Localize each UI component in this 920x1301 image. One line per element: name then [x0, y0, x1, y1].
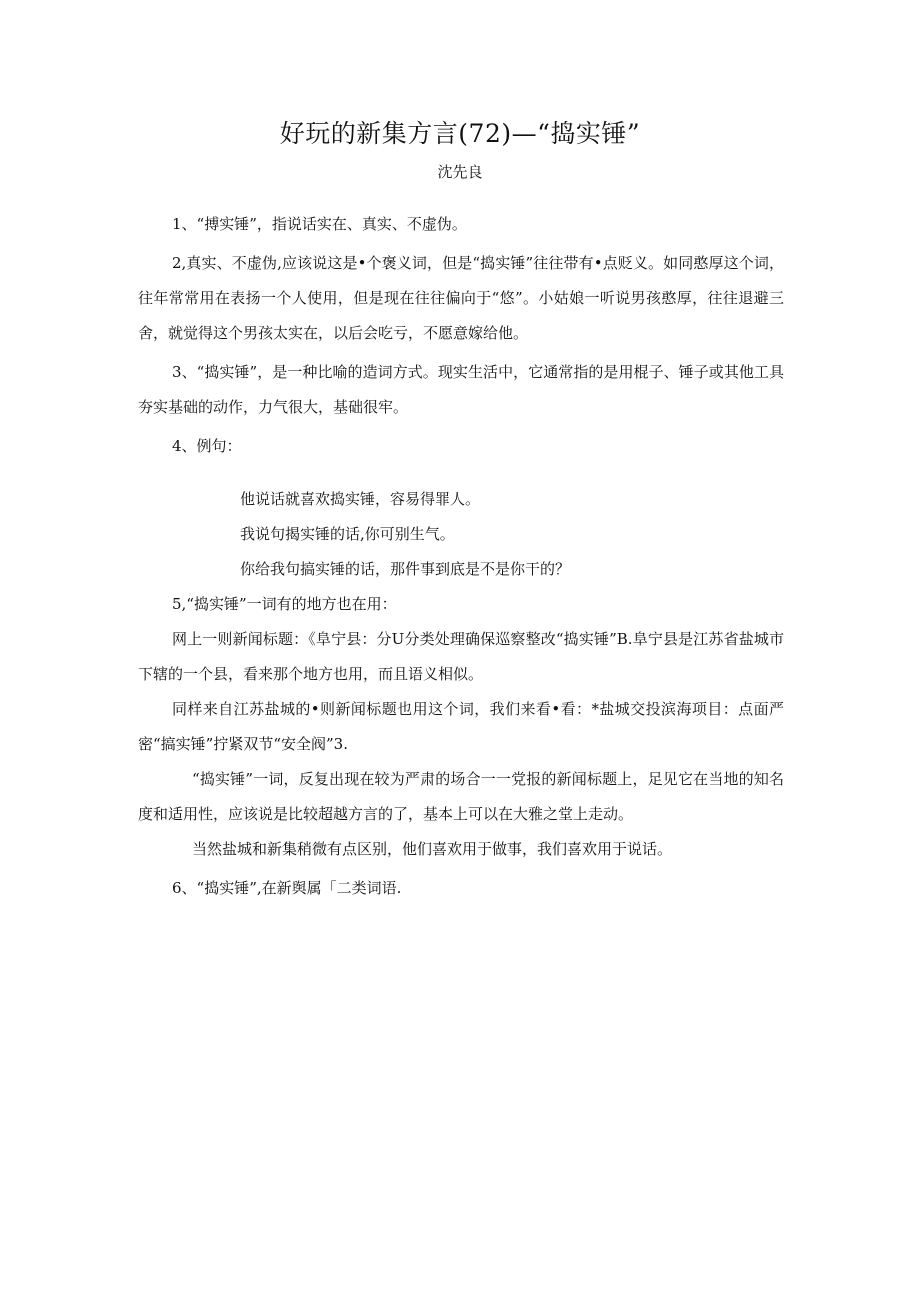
- paragraph-4: 4、例句：: [172, 437, 242, 455]
- paragraph-1: 1、“搏实锤”，指说话实在、真实、不虚伪。: [172, 215, 467, 233]
- example-sentence-1: 他说话就喜欢捣实锤，容易得罪人。: [240, 490, 481, 508]
- example-sentence-3: 你给我句搞实锤的话，那件事到底是不是你干的？: [240, 560, 571, 578]
- example-sentence-2: 我说句揭实锤的话,你可别生气。: [240, 525, 455, 543]
- paragraph-3: 3、“捣实锤”，是一种比喻的造词方式。现实生活中，它通常指的是用棍子、锤子或其他工具夯实基础的动作，力气很大，基础很牢。: [138, 363, 784, 416]
- paragraph-2: 2,真实、不虚伪,应该说这是•个褒义词，但是“捣实锤”往往带有•点贬义。如同憨厚这个词，往年常常用在表扬一个人使用，但是现在往往偏向于“悠”。小姑娘一听说男孩憨厚，往往退避三舍，就觉得这个男孩太实在，以后会吃亏，不愿意嫁给他。: [138, 254, 784, 342]
- paragraph-6: 网上一则新闻标题：《阜宁县：分U分类处理确保巡察整改“捣实锤”B.阜宁县是江苏省盐城市下辖的一个县，看来那个地方也用，而且语义相似。: [138, 630, 784, 683]
- paragraph-9: 当然盐城和新集稍微有点区别，他们喜欢用于做事，我们喜欢用于说话。: [192, 840, 673, 858]
- document-title: 好玩的新集方言(72)—“捣实锤”: [279, 119, 641, 148]
- paragraph-5: 5,“捣实锤”一词有的地方也在用：: [172, 595, 397, 613]
- document-author: 沈先良: [437, 163, 483, 181]
- paragraph-7: 同样来自江苏盐城的•则新闻标题也用这个词，我们来看•看：*盐城交投滨海项目：点面严密“搞实锤”拧紧双节“安全阀”3.: [138, 700, 784, 753]
- paragraph-8: “捣实锤”一词，反复出现在较为严肃的场合一一党报的新闻标题上，足见它在当地的知名度和适用性，应该说是比较超越方言的了，基本上可以在大雅之堂上走动。: [138, 770, 784, 823]
- document-body: [138, 207, 784, 906]
- paragraph-10: 6、“捣实锤”,在新舆属「二类词语.: [172, 879, 402, 897]
